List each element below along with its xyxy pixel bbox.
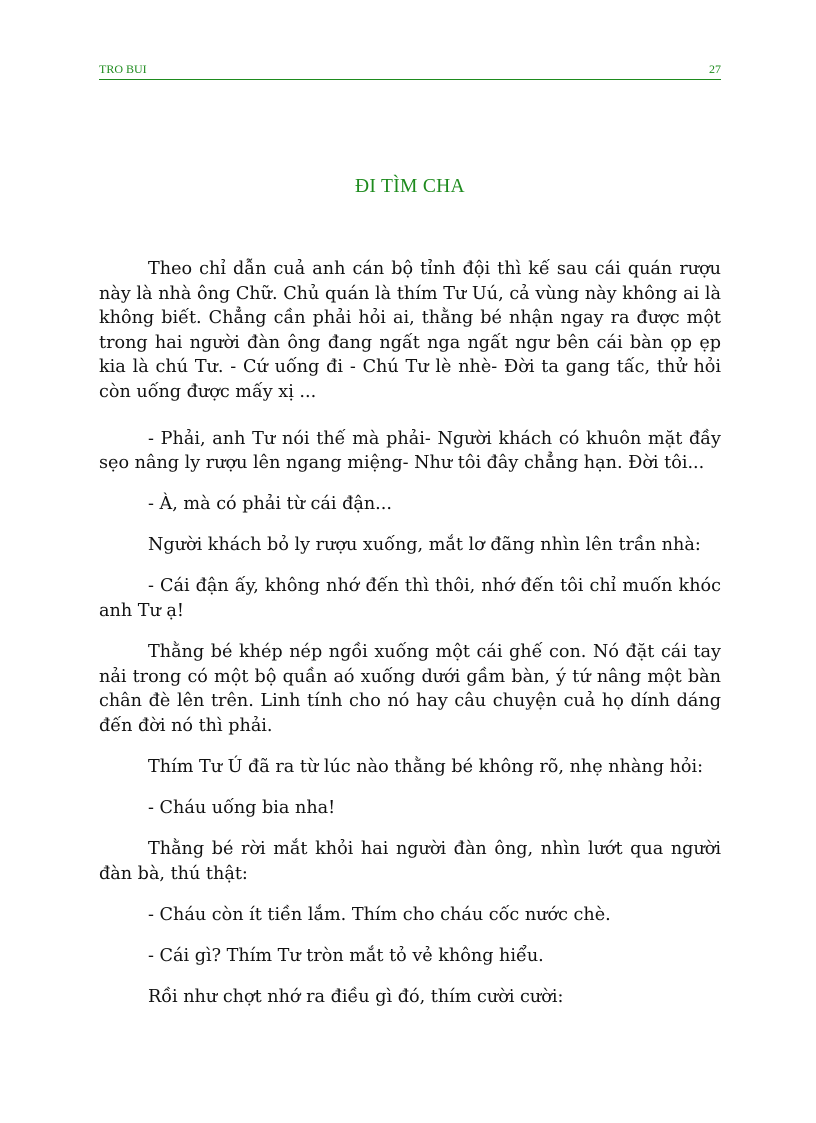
paragraph: - À, mà có phải từ cái đận...: [148, 494, 392, 515]
running-header: [99, 61, 721, 80]
book-title: TRO BUI: [99, 62, 147, 76]
paragraph: Rồi như chợt nhớ ra điều gì đó, thím cười cười:: [148, 987, 564, 1008]
chapter-title: ĐI TÌM CHA: [355, 176, 465, 197]
paragraph: - Cái gì? Thím Tư tròn mắt tỏ vẻ không hiểu.: [148, 945, 544, 966]
paragraph: - Cái đận ấy, không nhớ đến thì thôi, nhớ đến tôi chỉ muốn khóc anh Tư ạ!: [99, 576, 721, 622]
paragraph: Người khách bỏ ly rượu xuống, mắt lơ đãng nhìn lên trần nhà:: [148, 535, 701, 556]
paragraph: Thằng bé rời mắt khỏi hai người đàn ông, nhìn lướt qua người đàn bà, thú thật:: [99, 839, 721, 884]
paragraph: - Cháu còn ít tiền lắm. Thím cho cháu cốc nước chè.: [148, 904, 611, 925]
paragraph: Thằng bé khép nép ngồi xuống một cái ghế con. Nó đặt cái tay nải trong có một bộ quần aó xuống dưới gầm bàn, ý tứ nâng một bàn chân đè lên trên. Linh tính cho nó hay câu chuyện cuả họ dính dáng đến đời nó thì phải.: [99, 642, 721, 736]
paragraph: Theo chỉ dẫn cuả anh cán bộ tỉnh đội thì kế sau cái quán rượu này là nhà ông Chữ. Chủ quán là thím Tư Uú, cả vùng này không ai là không biết. Chẳng cần phải hỏi ai, thằng bé nhận ngay ra được một trong hai người đàn ông đang ngất nga ngất ngư bên cái bàn ọp ẹp kia là chú Tư. - Cứ uống đi - Chú Tư lè nhè- Đời ta gang tấc, thử hỏi còn uống được mấy xị ...: [99, 259, 721, 402]
paragraph: - Cháu uống bia nha!: [148, 798, 336, 819]
page-number: 27: [709, 62, 721, 76]
body-text: [99, 257, 721, 1026]
paragraph: Thím Tư Ú đã ra từ lúc nào thằng bé không rõ, nhẹ nhàng hỏi:: [148, 757, 704, 777]
paragraph: - Phải, anh Tư nói thế mà phải- Người khách có khuôn mặt đầy sẹo nâng ly rượu lên ngang miệng- Như tôi đây chẳng hạn. Đời tôi...: [99, 428, 721, 474]
